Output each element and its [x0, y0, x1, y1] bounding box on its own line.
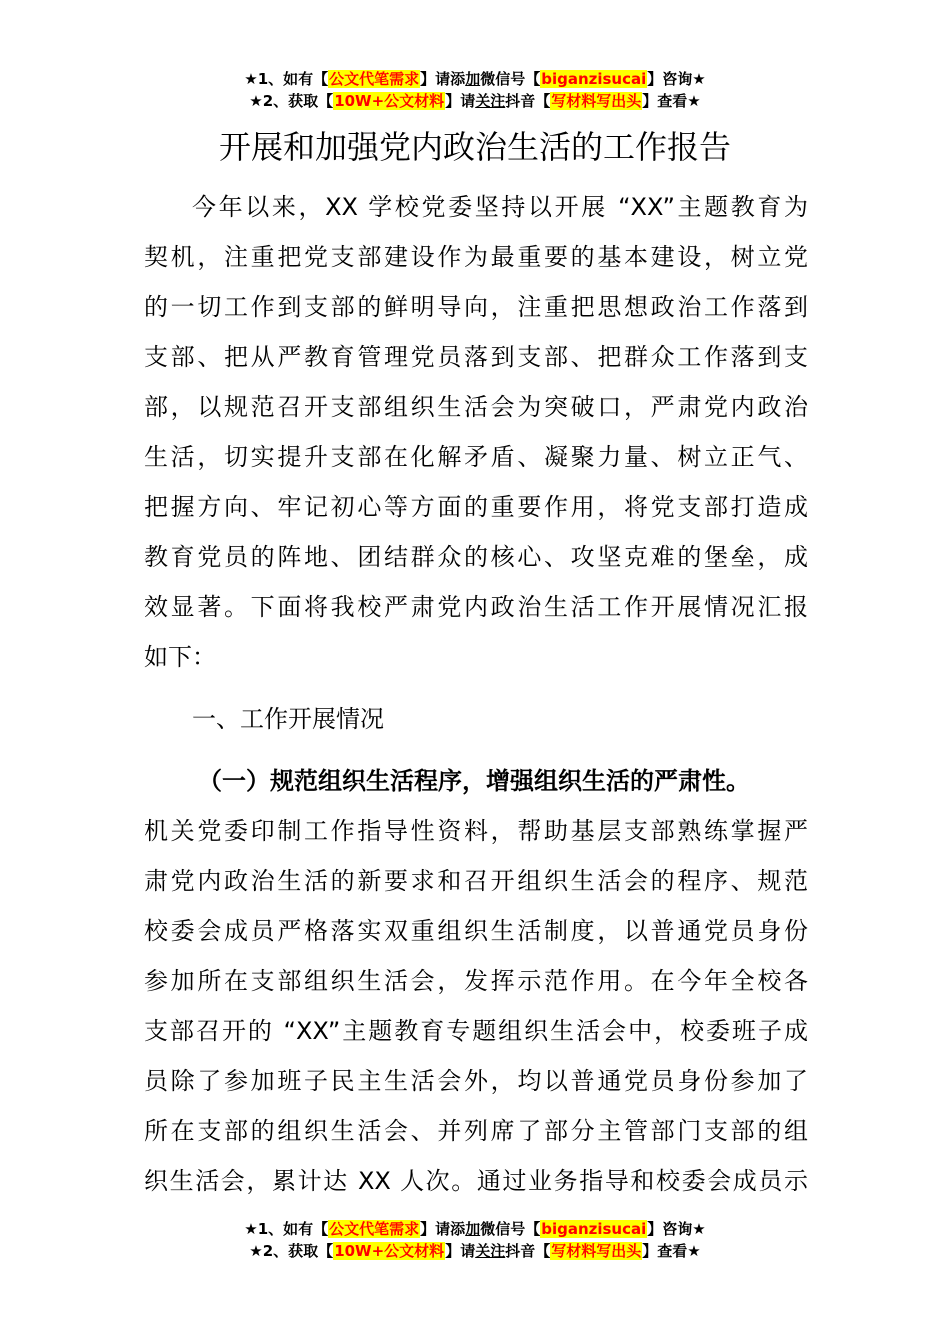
- paragraph-line: 今年以来，XX 学校党委坚持以开展 “XX”主题教育为: [192, 193, 808, 221]
- banner-text: 加: [465, 70, 481, 88]
- section-heading: 一、工作开展情况: [192, 705, 384, 733]
- banner-line-2: [0, 90, 950, 112]
- banner-line-2: [0, 1240, 950, 1262]
- paragraph-line: 肃党内政治生活的新要求和召开组织生活会的程序、规范: [144, 867, 808, 895]
- paragraph-line: 所在支部的组织生活会、并列席了部分主管部门支部的组: [144, 1117, 808, 1145]
- paragraph-line: 契机，注重把党支部建设作为最重要的基本建设，树立党: [144, 243, 808, 271]
- highlight-service: 公文代笔需求: [329, 70, 420, 88]
- banner-text: 】查看★: [642, 92, 701, 110]
- paragraph-line: 参加所在支部组织生活会，发挥示范作用。在今年全校各: [144, 967, 808, 995]
- bottom-banner: [0, 1218, 950, 1262]
- banner-text: 加: [465, 1220, 481, 1238]
- paragraph-line: 生活，切实提升支部在化解矛盾、凝聚力量、树立正气、: [144, 443, 808, 471]
- paragraph-line: 织生活会，累计达 XX 人次。通过业务指导和校委会成员示: [144, 1167, 808, 1195]
- banner-text: 微信号【: [480, 70, 541, 88]
- paragraph-line: 部，以规范召开支部组织生活会为突破口，严肃党内政治: [144, 393, 808, 421]
- subsection-heading: （一）规范组织生活程序，增强组织生活的严肃性。: [198, 767, 750, 795]
- banner-text: ★1、如有【: [244, 70, 329, 88]
- banner-text: 】请: [445, 92, 476, 110]
- banner-text: 】查看★: [642, 1242, 701, 1260]
- banner-text: ★1、如有【: [244, 1220, 329, 1238]
- paragraph-line: 员除了参加班子民主生活会外，均以普通党员身份参加了: [144, 1067, 808, 1095]
- banner-text: 】咨询★: [647, 70, 706, 88]
- highlight-wechat-id: biganzisucai: [541, 70, 647, 88]
- document-title: 开展和加强党内政治生活的工作报告: [218, 128, 731, 166]
- highlight-materials: 10W+公文材料: [334, 92, 445, 110]
- highlight-wechat-id: biganzisucai: [541, 1220, 647, 1238]
- paragraph-line: 支部召开的 “XX”主题教育专题组织生活会中，校委班子成: [144, 1017, 808, 1045]
- paragraph-line: 把握方向、牢记初心等方面的重要作用，将党支部打造成: [144, 493, 808, 521]
- paragraph-line: 机关党委印制工作指导性资料，帮助基层支部熟练掌握严: [144, 817, 808, 845]
- banner-text: 关注: [475, 92, 506, 110]
- banner-text: 】咨询★: [647, 1220, 706, 1238]
- banner-text: 微信号【: [480, 1220, 541, 1238]
- highlight-douyin: 写材料写出头: [551, 92, 642, 110]
- top-banner: [0, 68, 950, 112]
- highlight-service: 公文代笔需求: [329, 1220, 420, 1238]
- paragraph-line: 校委会成员严格落实双重组织生活制度，以普通党员身份: [144, 917, 808, 945]
- banner-text: 关注: [475, 1242, 506, 1260]
- banner-text: 】请添: [420, 1220, 466, 1238]
- paragraph-line: 如下：: [144, 643, 216, 671]
- banner-text: 】请添: [420, 70, 466, 88]
- paragraph-line: 效显著。下面将我校严肃党内政治生活工作开展情况汇报: [144, 593, 808, 621]
- paragraph-line: 的一切工作到支部的鲜明导向，注重把思想政治工作落到: [144, 293, 808, 321]
- banner-text: 抖音【: [505, 1242, 551, 1260]
- highlight-douyin: 写材料写出头: [551, 1242, 642, 1260]
- banner-text: 】请: [445, 1242, 476, 1260]
- banner-line-1: [0, 68, 950, 90]
- paragraph-line: 教育党员的阵地、团结群众的核心、攻坚克难的堡垒，成: [144, 543, 808, 571]
- paragraph-line: 支部、把从严教育管理党员落到支部、把群众工作落到支: [144, 343, 808, 371]
- banner-text: 抖音【: [505, 92, 551, 110]
- banner-text: ★2、获取【: [249, 92, 334, 110]
- banner-text: ★2、获取【: [249, 1242, 334, 1260]
- banner-line-1: [0, 1218, 950, 1240]
- highlight-materials: 10W+公文材料: [334, 1242, 445, 1260]
